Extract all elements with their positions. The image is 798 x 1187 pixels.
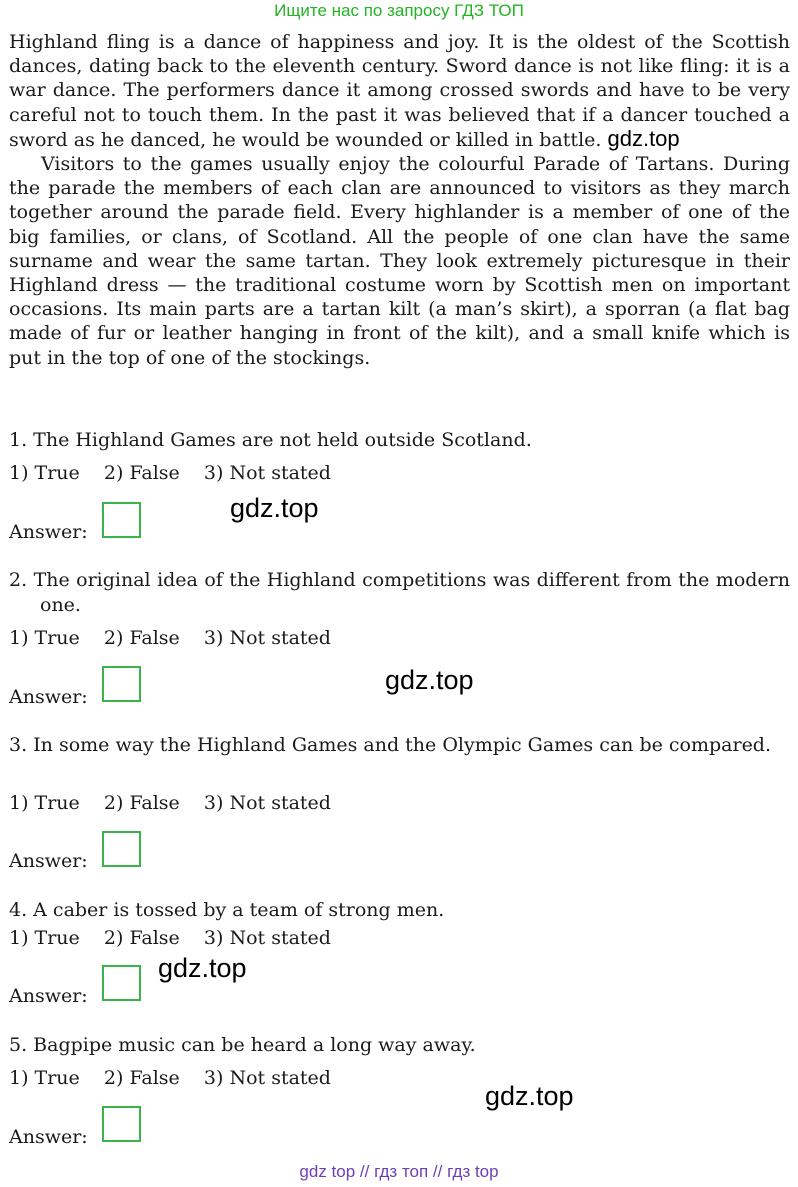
question-2-answer-box[interactable] [102,666,141,702]
question-5-options: 1) True 2) False 3) Not stated [9,1067,331,1089]
question-2: 2. The original idea of the Highland competitions was different from the modern one. [9,569,790,616]
passage-paragraph-1-text: Highland fling is a dance of happiness and joy. It is the oldest of the Scottish dances, dating back to the eleventh century. Sword dance is not like fling: it is a war dance. The performers dance it among crossed swords and have to be very careful not to touch them. In the past it was believed that if a dancer touched a sword as he danced, he would be wounded or killed in battle. [9,31,790,151]
question-3: 3. In some way the Highland Games and the Olympic Games can be compared. [9,734,772,756]
question-5: 5. Bagpipe music can be heard a long way away. [9,1034,476,1056]
passage-paragraph-1 [9,30,790,152]
question-2-options: 1) True 2) False 3) Not stated [9,627,331,649]
question-5-answer-box[interactable] [102,1106,141,1142]
question-1-options: 1) True 2) False 3) Not stated [9,462,331,484]
top-banner: Ищите нас по запросу ГДЗ ТОП [274,1,524,20]
question-1-answer-label: Answer: [9,521,88,543]
passage-paragraph-2: Visitors to the games usually enjoy the colourful Parade of Tartans. During the parade the members of each clan are announced to visitors as they march together around the parade field. Every highlander is a member of one of the big families, or clans, of Scotland. All the people of one clan have the same surname and wear the same tartan. They look extremely picturesque in their Highland dress — the traditional costume worn by Scottish men on important occasions. Its main parts are a tartan kilt (a man’s skirt), a sporran (a flat bag made of fur or leather hanging in front of the kilt), and a small knife which is put in the top of one of the stockings. [9,153,790,369]
question-4-answer-label: Answer: [9,985,88,1007]
question-3-answer-box[interactable] [102,831,141,867]
watermark: gdz.top [158,953,247,983]
question-4-answer-box[interactable] [102,965,141,1001]
watermark: gdz.top [607,125,680,151]
question-1: 1. The Highland Games are not held outside Scotland. [9,429,532,451]
watermark: gdz.top [385,665,474,695]
footer-links: gdz top // гдз топ // гдз top [299,1162,499,1181]
watermark: gdz.top [230,493,319,523]
question-2-answer-label: Answer: [9,686,88,708]
question-4-options: 1) True 2) False 3) Not stated [9,927,331,949]
reading-passage [9,30,790,370]
question-4: 4. A caber is tossed by a team of strong men. [9,899,445,921]
question-3-answer-label: Answer: [9,850,88,872]
question-1-answer-box[interactable] [102,502,141,538]
watermark: gdz.top [485,1081,574,1111]
question-3-options: 1) True 2) False 3) Not stated [9,792,331,814]
question-5-answer-label: Answer: [9,1126,88,1148]
